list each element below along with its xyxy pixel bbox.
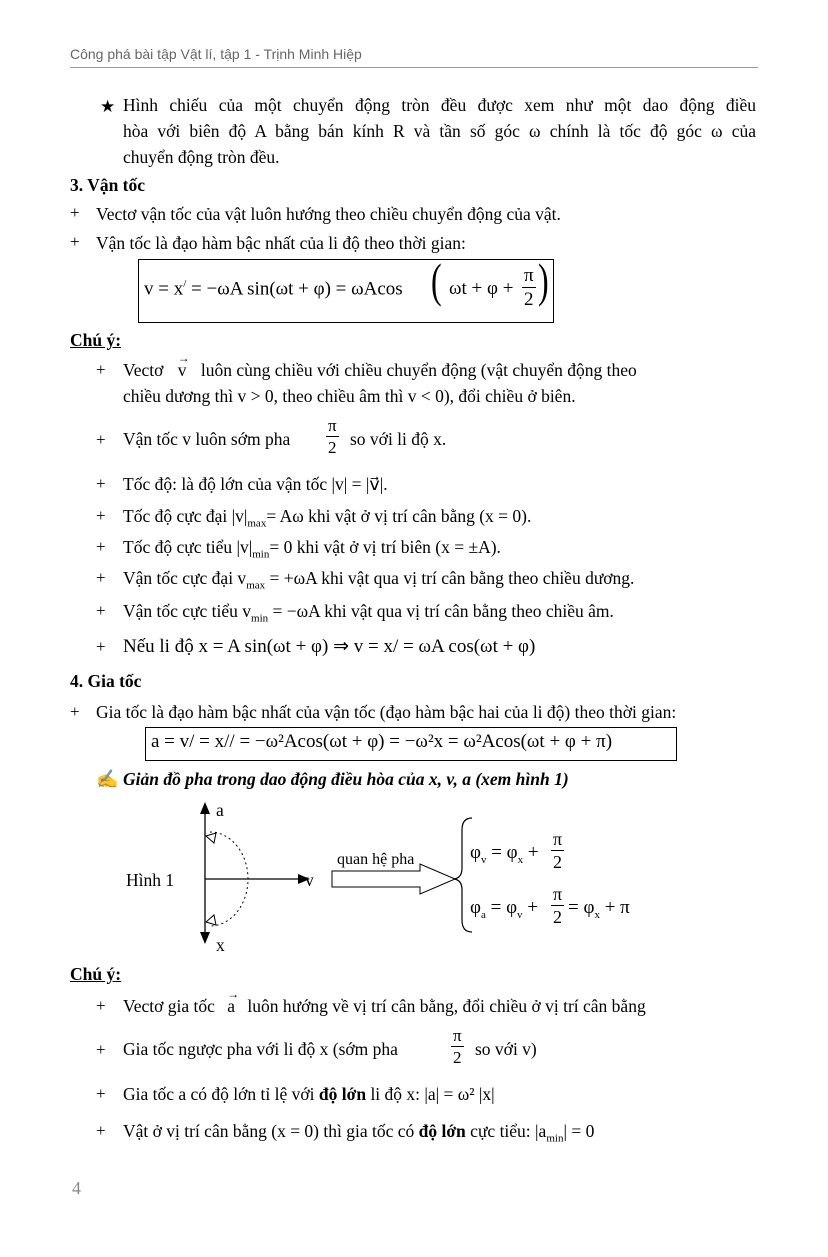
axis-label-a: a [216,800,224,820]
page-number: 4 [72,1178,81,1198]
note1-item-5 [123,534,501,568]
two-denominator: 2 [524,289,534,310]
pi-numerator: π [328,416,337,435]
formula-text: ωt + φ + [449,278,514,299]
text: + π [599,897,630,918]
note2-item-4 [123,1118,594,1152]
paren-left: ( [431,252,442,307]
phase-eq-1 [470,840,539,873]
pi-over-2 [551,885,564,926]
pi-numerator: π [453,1026,462,1045]
pi-numerator: π [524,265,534,286]
arc-arrow-icon [206,833,216,843]
text: luôn hướng về vị trí cân bằng, đổi chiều ở vị trí cân bằng [247,996,646,1016]
text: = +ωA khi vật qua vị trí cân bằng theo chiều dương. [265,568,635,588]
pi-over-2 [522,266,536,309]
note1-item-3: Tốc độ: là độ lớn của vận tốc |v| = |v⃗|. [123,474,388,494]
subscript: max [247,517,267,530]
plus-bullet-icon: + [96,601,106,620]
note-heading-2: Chú ý: [70,964,122,984]
text: Vận tốc cực đại v [123,568,247,588]
section-heading-acceleration: 4. Gia tốc [70,671,142,691]
plus-bullet-icon: + [70,203,80,222]
pi-over-2 [451,1027,464,1066]
text: | = 0 [563,1121,595,1141]
note2-item-2-end: so với v) [475,1039,537,1059]
text: = −ωA khi vật qua vị trí cân bằng theo chiều âm. [268,601,614,621]
text: φ [470,842,481,863]
plus-bullet-icon: + [96,1121,106,1140]
plus-bullet-icon: + [96,360,106,379]
hand-icon: ✍ [96,769,119,789]
note1-item-1 [123,351,756,383]
diagram-caption: Giản đồ pha trong dao động điều hòa của x, v, a (xem hình 1) [123,769,569,789]
pi-over-2 [326,417,339,456]
intro-line-3: chuyển động tròn đều. [123,147,280,167]
text: = 0 khi vật ở vị trí biên (x = ±A). [269,537,501,557]
text: Tốc độ cực đại |v| [123,506,248,526]
note1-item-4 [123,503,531,537]
subscript: min [546,1132,564,1145]
note2-item-3 [123,1081,495,1107]
phase-eq-2-end [568,895,630,928]
formula-prime: / [183,278,187,290]
text: Vật ở vị trí cân bằng (x = 0) thì gia tốc có [123,1121,419,1141]
plus-bullet-icon: + [96,506,106,525]
two-denominator: 2 [553,907,563,927]
vector-v [177,351,190,383]
pi-numerator: π [553,884,563,904]
arrow-up-icon [200,802,210,814]
subscript: max [246,579,266,592]
pi-numerator: π [553,829,563,849]
note-heading-1: Chú ý: [70,330,122,350]
text: Gia tốc a có độ lớn tỉ lệ với [123,1084,319,1104]
note1-item-1-cont: chiều dương thì v > 0, theo chiều âm thì v < 0), đổi chiều ở biên. [123,386,576,406]
plus-bullet-icon: + [96,996,106,1015]
plus-bullet-icon: + [96,474,106,493]
relation-label: quan hệ pha [337,851,415,868]
text: Vận tốc v luôn sớm pha [123,429,291,449]
text: φ [470,897,481,918]
plus-bullet-icon: + [96,637,106,656]
running-header: Công phá bài tập Vật lí, tập 1 - Trịnh Minh Hiệp [70,46,362,62]
arc-arrow-icon [206,915,216,925]
text: = φ [486,842,518,863]
figure-label: Hình 1 [126,870,175,890]
section-heading-velocity: 3. Vận tốc [70,175,146,195]
acceleration-formula: a = v/ = x// = −ω²Acos(ωt + φ) = −ω²x = ω²Acos(ωt + φ + π) [151,731,613,752]
text: = Aω khi vật ở vị trí cân bằng (x = 0). [266,506,532,526]
text: Vận tốc cực tiểu v [123,601,252,621]
text: luôn cùng chiều với chiều chuyển động (vật chuyển động theo [200,360,637,380]
acceleration-item: Gia tốc là đạo hàm bậc nhất của vận tốc (đạo hàm bậc hai của li độ) theo thời gian: [96,702,677,722]
text: + [522,897,539,918]
bold-text: độ lớn [318,1084,367,1104]
phase-eq-2 [470,895,538,928]
subscript: min [252,548,270,561]
velocity-formula-box [138,252,554,323]
arrow-icon: → [227,987,240,1001]
pi-over-2 [551,830,564,871]
subscript: x [594,908,600,921]
text: Tốc độ cực tiểu |v| [123,537,253,557]
two-denominator: 2 [553,852,563,872]
text: li độ x: |a| = ω² |x| [366,1084,495,1104]
note1-item-8: Nếu li độ x = A sin(ωt + φ) ⇒ v = x/ = ωA cos(ωt + φ) [123,636,536,657]
phase-diagram [120,790,680,960]
text: Vectơ gia tốc [123,996,215,1016]
note1-item-6 [123,565,634,599]
intro-line-2: hòa với biên độ A bằng bán kính R và tần số góc ω chính là tốc độ góc ω của [123,121,756,141]
symbol: v [177,360,187,380]
plus-bullet-icon: + [96,568,106,587]
arrow-down-icon [200,932,210,944]
bold-text: độ lớn [418,1121,466,1141]
text: + [523,842,539,863]
two-denominator: 2 [453,1048,462,1067]
subscript: v [517,908,523,921]
velocity-item-2: Vận tốc là đạo hàm bậc nhất của li độ theo thời gian: [96,233,466,253]
axis-label-v: v [305,870,314,890]
plus-bullet-icon: + [96,1040,106,1059]
subscript: min [251,612,269,625]
axis-label-x: x [216,935,225,955]
velocity-item-1: Vectơ vận tốc của vật luôn hướng theo chiều chuyển động của vật. [96,204,561,224]
plus-bullet-icon: + [96,430,106,449]
subscript: a [480,908,486,921]
acceleration-formula-box [145,727,677,761]
formula-text: v = x [144,278,184,300]
arrow-icon: → [177,351,190,365]
subscript: v [480,853,487,866]
vector-a [227,987,240,1019]
header-rule [70,67,758,68]
plus-bullet-icon: + [96,537,106,556]
text: = φ [568,897,595,918]
text: Vectơ [123,360,164,380]
formula-text: = −ωA sin(ωt + φ) = ωAcos [186,278,403,300]
intro-line-1: Hình chiếu của một chuyển động tròn đều được xem như một dao động điều [123,95,756,115]
plus-bullet-icon: + [70,702,80,721]
paren-right: ) [538,252,549,307]
note2-item-1 [123,987,646,1019]
subscript: x [517,853,524,866]
note1-item-7 [123,598,614,632]
note1-item-2-end: so với li độ x. [350,429,447,449]
plus-bullet-icon: + [70,232,80,251]
star-bullet-icon: ★ [100,97,116,116]
symbol: a [227,996,236,1016]
text: cực tiểu: |a [465,1121,547,1141]
two-denominator: 2 [328,438,337,457]
text: = φ [485,897,518,918]
plus-bullet-icon: + [96,1084,106,1103]
note1-item-2 [123,426,290,452]
note2-item-2: Gia tốc ngược pha với li độ x (sớm pha [123,1039,398,1059]
